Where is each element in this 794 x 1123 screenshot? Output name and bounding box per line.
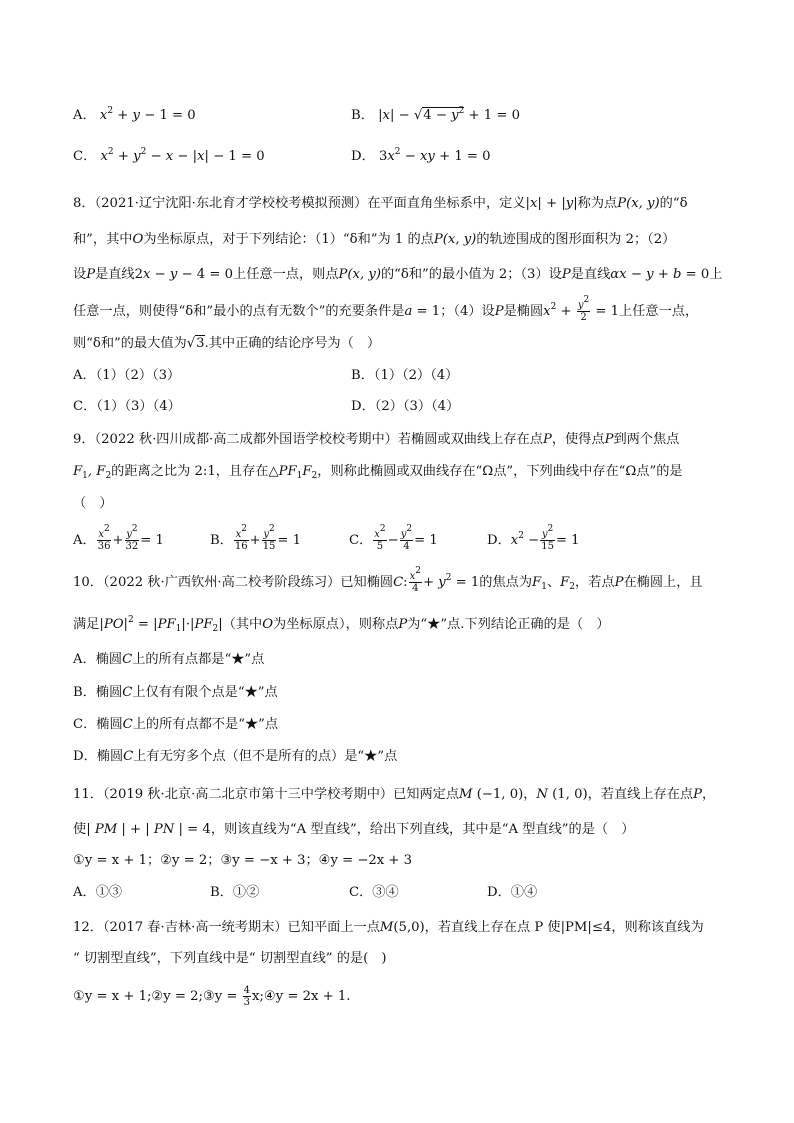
q8-line-3 bbox=[73, 265, 722, 285]
q7-option-d bbox=[351, 147, 491, 167]
q12-line-3 bbox=[73, 985, 350, 1008]
q8-text: 的“δ bbox=[659, 196, 688, 211]
q11-text: 11．（2019 秋·北京·高二北京市第十三中学校考期中）已知两定点 bbox=[73, 787, 460, 802]
q10-formula: $|PO|^2 = |PF_1|\cdot|PF_2|$ bbox=[99, 615, 223, 634]
q8-formula: P bbox=[561, 267, 571, 282]
q7-option-b-label: B． bbox=[351, 108, 374, 123]
q11-line-1 bbox=[73, 785, 715, 805]
q12-line-1 bbox=[73, 918, 704, 938]
q9-line-1 bbox=[73, 430, 679, 450]
q9-text: 到两个焦点 bbox=[613, 432, 680, 447]
q9-option-b bbox=[210, 524, 302, 552]
q10-line-1 bbox=[73, 566, 703, 594]
q10-formula: C: $\frac{x^2}{4}$ + $y^2 = 1$ bbox=[393, 566, 480, 594]
q8-line-1 bbox=[73, 194, 688, 214]
q12-text: x;④y = 2x + 1. bbox=[252, 989, 351, 1004]
q8-text: .其中正确的结论序号为（ ） bbox=[204, 336, 381, 351]
q9-option-d bbox=[487, 524, 580, 552]
q11-formula: N (1, 0) bbox=[536, 787, 588, 802]
q10-text: D．椭圆 bbox=[73, 749, 124, 764]
q10-formula: O bbox=[262, 617, 274, 632]
q9-text: ，使得点 bbox=[551, 432, 605, 447]
q7-option-a-label: A． bbox=[73, 108, 96, 123]
q10-text: 、 bbox=[546, 575, 561, 590]
q7-option-c-label: C． bbox=[73, 149, 97, 164]
q7-option-d-formula: $3x^2$ − xy + 1 = 0 bbox=[378, 147, 491, 164]
q12-line-2: “ 切割型直线”，下列直线中是“ 切割型直线” 的是( ) bbox=[73, 951, 387, 966]
q8-formula: O bbox=[132, 232, 144, 247]
q8-text: 任意一点，则使得“δ和”最小的点有无数个”的充要条件是 bbox=[73, 304, 405, 319]
q10-formula: C bbox=[122, 685, 133, 700]
q9-option-a-label: A． bbox=[73, 533, 96, 548]
q11-text: ，则该直线为“A 型直线”，给出下列直线，其中是“A 型直线”的是（ ） bbox=[210, 822, 635, 837]
q8-line-5 bbox=[73, 334, 380, 354]
q9-option-a-formula: $\frac{x^2}{36}$ + $\frac{y^2}{32}$ = 1 bbox=[97, 524, 164, 552]
q7-option-a-formula: $x^2 + y - 1 = 0$ bbox=[99, 106, 196, 123]
q10-formula: C bbox=[122, 717, 133, 732]
q10-text: 的焦点为 bbox=[479, 575, 533, 590]
q7-option-c bbox=[73, 147, 265, 167]
q8-text: 设 bbox=[73, 267, 87, 282]
q9-text: 的距离之比为 2:1，且存在 bbox=[111, 464, 269, 479]
q8-text: 是直线 bbox=[570, 267, 611, 282]
q12-text: 12．（2017 春·吉林·高一统考期末）已知平面上一点 bbox=[73, 920, 380, 935]
q11-text: ， bbox=[702, 787, 716, 802]
q7-option-c-formula: $x^2 + y^2 - x - |x| - 1 = 0$ bbox=[100, 147, 265, 164]
q10-text: A．椭圆 bbox=[73, 652, 123, 667]
q8-formula: P(x, y) bbox=[617, 196, 660, 211]
q10-option-b bbox=[73, 683, 278, 703]
q10-formula: $F_1$ bbox=[532, 575, 547, 592]
q7-option-b bbox=[351, 106, 520, 126]
q9-text: ，则称此椭圆或双曲线存在“Ω点”，下列曲线中存在“Ω点”的是 bbox=[317, 464, 683, 479]
q9-line-3: （ ） bbox=[73, 496, 113, 511]
q11-line-2 bbox=[73, 820, 634, 840]
q8-text: 和”，其中 bbox=[73, 232, 133, 247]
q8-text: ；（4）设 bbox=[440, 304, 495, 319]
q10-formula: P bbox=[398, 617, 408, 632]
q9-formula: $F_1$, $F_2$ bbox=[73, 464, 112, 481]
q8-text: 8．（2021·辽宁沈阳·东北育才学校校考模拟预测）在平面直角坐标系中，定义 bbox=[73, 196, 526, 211]
q10-text: 为坐标原点），则称点 bbox=[273, 617, 399, 632]
q10-formula: C bbox=[122, 652, 133, 667]
q10-text: 上有无穷多个点（但不是所有的点）是“★”点 bbox=[133, 749, 398, 764]
q10-formula: C bbox=[123, 749, 134, 764]
q11-option-c: C．③④ bbox=[349, 885, 399, 900]
q9-option-c-formula: $\frac{x^2}{5}$ − $\frac{y^2}{4}$ = 1 bbox=[374, 524, 438, 552]
q8-formula: a = 1 bbox=[404, 304, 441, 319]
q8-formula: P bbox=[494, 304, 504, 319]
q8-text: 上任意一点， bbox=[619, 304, 699, 319]
q8-option-b: B．（1）（2）（4） bbox=[351, 368, 459, 383]
q8-formula: 2x − y − 4 = 0 bbox=[134, 267, 234, 282]
q8-formula: P bbox=[86, 267, 96, 282]
q10-text: 为“★”点.下列结论正确的是（ ） bbox=[407, 617, 610, 632]
q10-formula: P bbox=[614, 575, 624, 590]
q8-text: 称为点 bbox=[577, 196, 618, 211]
q12-formula: M(5,0) bbox=[379, 920, 425, 935]
q9-option-b-label: B． bbox=[210, 533, 233, 548]
q11-formula: P bbox=[693, 787, 702, 802]
q10-text: 满足 bbox=[73, 617, 100, 632]
q10-option-c bbox=[73, 715, 278, 735]
q11-text: ，若直线上存在点 bbox=[587, 787, 694, 802]
q11-items: ①y = x + 1；②y = 2；③y = −x + 3；④y = −2x + 3 bbox=[73, 853, 413, 868]
q8-text: 则“δ和”的最大值为 bbox=[73, 336, 187, 351]
q8-option-d: D．（2）（3）（4） bbox=[351, 399, 460, 414]
q7-option-b-formula: $|x| - √4 - y^2 + 1 = 0$ bbox=[378, 106, 520, 123]
q7-option-a bbox=[73, 106, 196, 126]
q9-option-c-label: C． bbox=[349, 533, 373, 548]
q9-option-b-formula: $\frac{x^2}{16}$ + $\frac{y^2}{15}$ = 1 bbox=[234, 524, 302, 552]
q8-text: 为坐标原点，对于下列结论：（1）“δ和”为 1 的点 bbox=[143, 232, 434, 247]
q9-formula: P bbox=[604, 432, 614, 447]
q8-formula: P(x, y) bbox=[338, 267, 381, 282]
q8-text: 是椭圆 bbox=[503, 304, 544, 319]
q12-fraction: $\frac{4}{3}$ bbox=[243, 985, 251, 1008]
q10-text: 在椭圆上，且 bbox=[623, 575, 703, 590]
q9-formula: P bbox=[542, 432, 552, 447]
q9-option-c bbox=[349, 524, 438, 552]
q8-option-c: C．（1）（3）（4） bbox=[73, 399, 181, 414]
q11-option-b: B．①② bbox=[210, 885, 260, 900]
q11-option-a: A．①③ bbox=[73, 885, 123, 900]
q11-formula: | PM | + | PN | = 4 bbox=[86, 822, 211, 837]
q10-text: （其中 bbox=[222, 617, 263, 632]
q10-text: C．椭圆 bbox=[73, 717, 123, 732]
q12-text: ①y = x + 1;②y = 2;③y = bbox=[73, 989, 242, 1004]
q11-option-d: D．①④ bbox=[487, 885, 538, 900]
q8-text: 是直线 bbox=[95, 267, 135, 282]
q9-option-d-formula: $x^2$ − $\frac{y^2}{15}$ = 1 bbox=[510, 524, 580, 552]
q10-text: 上仅有有限个点是“★”点 bbox=[132, 685, 278, 700]
q11-text: ， bbox=[523, 787, 537, 802]
q10-option-a bbox=[73, 650, 264, 670]
q10-formula: $F_2$ bbox=[560, 575, 576, 592]
q10-line-2 bbox=[73, 615, 610, 635]
q9-formula: $\triangle PF_1F_2$ bbox=[268, 464, 318, 481]
q10-text: B．椭圆 bbox=[73, 685, 123, 700]
q10-text: ，若点 bbox=[575, 575, 615, 590]
q8-text: 上任意一点，则点 bbox=[233, 267, 339, 282]
q10-text: 10．（2022 秋·广西钦州·高二校考阶段练习）已知椭圆 bbox=[73, 575, 394, 590]
q10-text: 上的所有点都是“★”点 bbox=[132, 652, 265, 667]
q8-line-4 bbox=[73, 295, 699, 323]
q8-option-a: A．（1）（2）（3） bbox=[73, 368, 181, 383]
q8-text: 的“δ和”的最小值为 2；（3）设 bbox=[380, 267, 562, 282]
q11-text: 使 bbox=[73, 822, 87, 837]
q10-text: 上的所有点都不是“★”点 bbox=[132, 717, 279, 732]
q8-formula: √3 bbox=[186, 336, 205, 351]
q8-formula: P(x, y) bbox=[433, 232, 477, 247]
q8-text: 上 bbox=[709, 267, 723, 282]
q9-line-2 bbox=[73, 462, 683, 482]
q8-formula: $x^2$ + $\frac{y^2}{2}$ = 1 bbox=[543, 295, 620, 323]
q9-option-a bbox=[73, 524, 164, 552]
q12-text: ，若直线上存在点 P 使|PM|≤4，则称该直线为 bbox=[424, 920, 704, 935]
q8-line-2 bbox=[73, 230, 675, 250]
q9-option-d-label: D． bbox=[487, 533, 511, 548]
q11-formula: M (−1, 0) bbox=[459, 787, 524, 802]
q8-text: 的轨迹围成的图形面积为 2；（2） bbox=[476, 232, 676, 247]
q10-option-d bbox=[73, 747, 397, 767]
q8-formula: αx − y + b = 0 bbox=[610, 267, 710, 282]
q9-text: 9．（2022 秋·四川成都·高二成都外国语学校校考期中）若椭圆或双曲线上存在点 bbox=[73, 432, 543, 447]
q8-formula: |x| + |y| bbox=[525, 196, 578, 211]
q7-option-d-label: D． bbox=[351, 149, 375, 164]
